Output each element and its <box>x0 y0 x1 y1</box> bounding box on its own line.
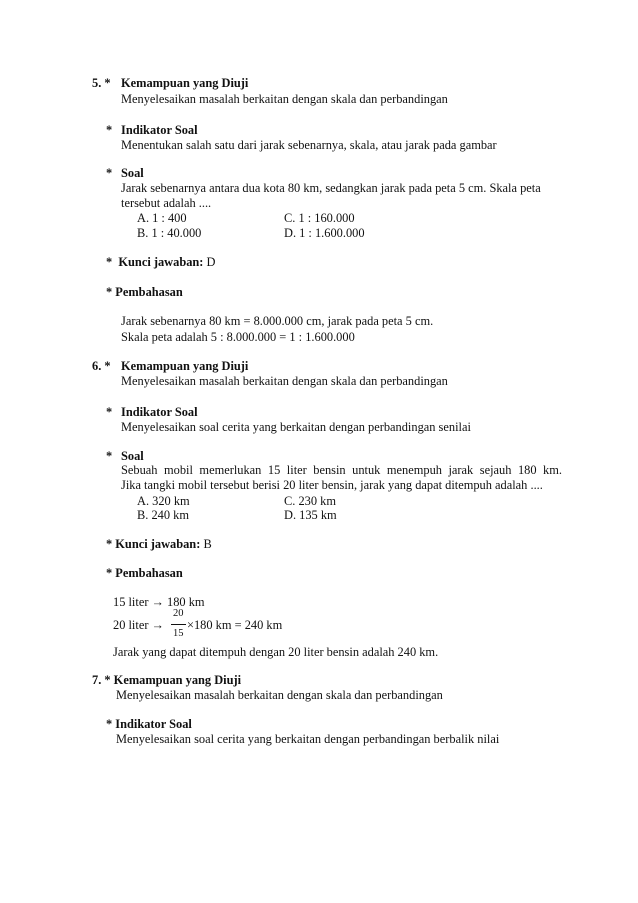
q6-option-a: A. 320 km <box>137 494 190 508</box>
fraction-numerator: 20 <box>173 608 184 619</box>
q7-heading: 7. * Kemampuan yang Diuji <box>92 673 242 687</box>
q6-calc-line2-right: ×180 km = 240 km <box>187 618 283 632</box>
q7-indikator-heading: * Indikator Soal <box>106 717 192 731</box>
q5-kemampuan-text: Menyelesaikan masalah berkaitan dengan skala dan perbandingan <box>121 92 448 106</box>
q5-soal-bullet: * <box>106 166 113 180</box>
q6-indikator-text: Menyelesaikan soal cerita yang berkaitan dengan perbandingan senilai <box>121 420 471 434</box>
q5-indikator-bullet: * <box>106 123 113 137</box>
q6-kemampuan-text: Menyelesaikan masalah berkaitan dengan skala dan perbandingan <box>121 374 448 388</box>
fraction-bar <box>171 624 186 625</box>
q5-option-d: D. 1 : 1.600.000 <box>284 226 365 240</box>
q7-indikator-text: Menyelesaikan soal cerita yang berkaitan dengan perbandingan berbalik nilai <box>116 732 500 746</box>
q5-indikator-text: Menentukan salah satu dari jarak sebenarnya, skala, atau jarak pada gambar <box>121 138 497 152</box>
q6-soal-heading: Soal <box>121 449 144 463</box>
q6-indikator-bullet: * <box>106 405 113 419</box>
q5-pembahasan-heading: * Pembahasan <box>106 285 183 299</box>
q7-kemampuan-text: Menyelesaikan masalah berkaitan dengan skala dan perbandingan <box>116 688 443 702</box>
q6-conclusion: Jarak yang dapat ditempuh dengan 20 liter bensin adalah 240 km. <box>113 645 439 659</box>
q5-option-b: B. 1 : 40.000 <box>137 226 202 240</box>
q6-soal-line2: Jika tangki mobil tersebut berisi 20 liter bensin, jarak yang dapat ditempuh adalah .... <box>121 478 543 492</box>
q6-calc-line2-left: 20 liter → <box>113 618 164 632</box>
q6-indikator-heading: Indikator Soal <box>121 405 198 419</box>
q5-kunci: * Kunci jawaban: D <box>106 255 216 269</box>
q5-soal-line2: tersebut adalah .... <box>121 196 212 210</box>
q5-indikator-heading: Indikator Soal <box>121 123 198 137</box>
q5-soal-line1: Jarak sebenarnya antara dua kota 80 km, sedangkan jarak pada peta 5 cm. Skala peta <box>121 181 541 195</box>
q5-number: 5. * <box>92 76 111 90</box>
q5-soal-heading: Soal <box>121 166 144 180</box>
q6-kunci: * Kunci jawaban: B <box>106 537 212 551</box>
q5-option-c: C. 1 : 160.000 <box>284 211 355 225</box>
fraction-denominator: 15 <box>173 628 184 639</box>
q6-option-b: B. 240 km <box>137 508 189 522</box>
q5-kemampuan-heading: Kemampuan yang Diuji <box>121 76 249 90</box>
q6-soal-bullet: * <box>106 449 113 463</box>
q6-option-c: C. 230 km <box>284 494 336 508</box>
q6-calc-line1: 15 liter → 180 km <box>113 595 205 609</box>
q5-pembahasan-line2: Skala peta adalah 5 : 8.000.000 = 1 : 1.600.000 <box>121 330 355 344</box>
q5-option-a: A. 1 : 400 <box>137 211 187 225</box>
q6-pembahasan-heading: * Pembahasan <box>106 566 183 580</box>
q5-pembahasan-line1: Jarak sebenarnya 80 km = 8.000.000 cm, jarak pada peta 5 cm. <box>121 314 434 328</box>
q6-kemampuan-heading: Kemampuan yang Diuji <box>121 359 249 373</box>
q6-soal-line1: Sebuah mobil memerlukan 15 liter bensin untuk menempuh jarak sejauh 180 km. <box>121 463 562 477</box>
q6-number: 6. * <box>92 359 111 373</box>
q6-option-d: D. 135 km <box>284 508 337 522</box>
